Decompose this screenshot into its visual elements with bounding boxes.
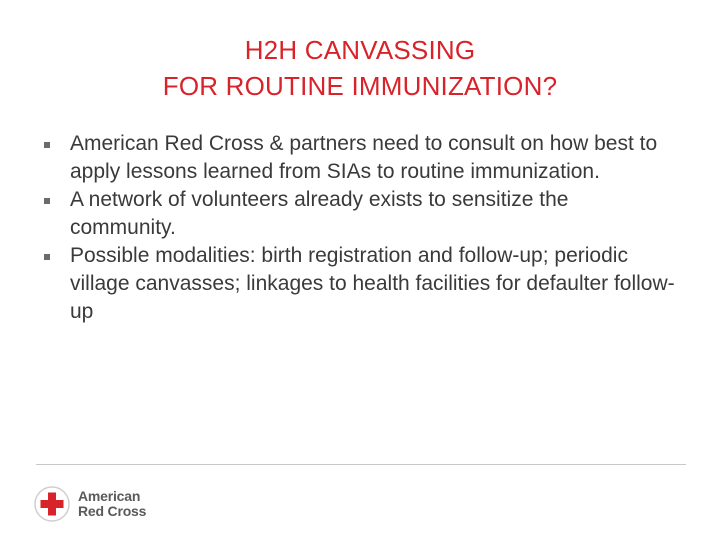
square-bullet-icon <box>44 198 50 204</box>
bullet-text: American Red Cross & partners need to consult on how best to apply lessons learned from SIAs to routine immunization. <box>70 132 658 183</box>
bullet-text: Possible modalities: birth registration and follow-up; periodic village canvasses; linkages to health facilities for defaulter follow-up <box>70 244 675 323</box>
logo-line-2: Red Cross <box>78 503 147 519</box>
red-cross-emblem-icon <box>34 486 70 522</box>
bullet-list <box>38 130 678 326</box>
title-line-2: FOR ROUTINE IMMUNIZATION? <box>162 71 558 101</box>
logo-wordmark <box>78 489 146 519</box>
square-bullet-icon <box>44 142 50 148</box>
bullet-item <box>38 130 678 186</box>
bullet-item <box>38 186 678 242</box>
slide-title <box>60 32 660 104</box>
bullet-text: A network of volunteers already exists to sensitize the community. <box>70 188 569 239</box>
american-red-cross-logo <box>34 486 146 522</box>
title-line-1: H2H CANVASSING <box>244 35 476 65</box>
bullet-item <box>38 242 678 326</box>
footer-divider <box>36 464 686 465</box>
logo-line-1: American <box>78 488 141 504</box>
square-bullet-icon <box>44 254 50 260</box>
